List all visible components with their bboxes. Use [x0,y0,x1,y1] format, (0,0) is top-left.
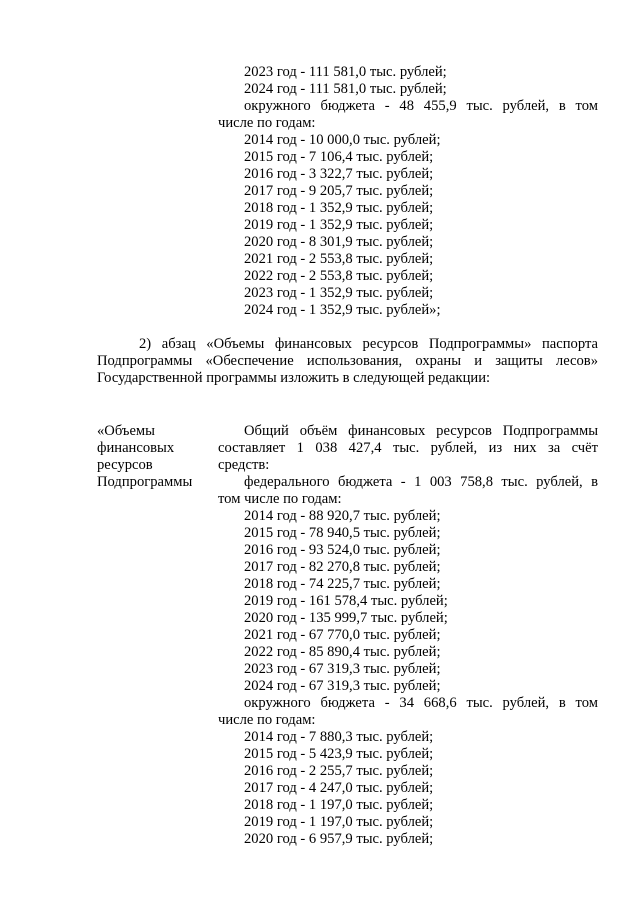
year-line: 2018 год - 74 225,7 тыс. рублей; [244,576,441,592]
year-line: 2023 год - 1 352,9 тыс. рублей; [244,285,434,301]
year-line: 2020 год - 135 999,7 тыс. рублей; [244,610,448,626]
year-line: 2021 год - 2 553,8 тыс. рублей; [244,251,434,267]
year-line: 2020 год - 6 957,9 тыс. рублей; [244,831,434,847]
year-line: 2015 год - 78 940,5 тыс. рублей; [244,525,441,541]
paragraph-line: Подпрограммы «Обеспечение использования, охраны и защиты лесов» [97,353,598,369]
year-line: 2019 год - 161 578,4 тыс. рублей; [244,593,448,609]
year-line: 2022 год - 85 890,4 тыс. рублей; [244,644,441,660]
paragraph-line: Государственной программы изложить в следующей редакции: [97,370,491,386]
total-line: Общий объём финансовых ресурсов Подпрограммы [244,423,598,439]
label-line: финансовых [97,440,175,456]
year-line: 2018 год - 1 197,0 тыс. рублей; [244,797,434,813]
year-line: 2022 год - 2 553,8 тыс. рублей; [244,268,434,284]
okrug-budget-line: окружного бюджета - 34 668,6 тыс. рублей, в том [244,695,598,711]
year-line: 2020 год - 8 301,9 тыс. рублей; [244,234,434,250]
year-line: 2018 год - 1 352,9 тыс. рублей; [244,200,434,216]
year-line: 2015 год - 7 106,4 тыс. рублей; [244,149,434,165]
year-line: 2024 год - 67 319,3 тыс. рублей; [244,678,441,694]
year-line: 2014 год - 88 920,7 тыс. рублей; [244,508,441,524]
federal-budget-line: федерального бюджета - 1 003 758,8 тыс. рублей, в [244,474,598,490]
year-line: 2017 год - 9 205,7 тыс. рублей; [244,183,434,199]
year-line: 2017 год - 4 247,0 тыс. рублей; [244,780,434,796]
okrug-budget-line-cont: числе по годам: [218,712,316,728]
label-line: «Объемы [97,423,155,439]
paragraph-line: 2) абзац «Объемы финансовых ресурсов Подпрограммы» паспорта [139,336,598,352]
year-line: 2024 год - 111 581,0 тыс. рублей; [244,81,447,97]
label-line: ресурсов [97,457,153,473]
year-line: 2014 год - 10 000,0 тыс. рублей; [244,132,441,148]
year-line: 2015 год - 5 423,9 тыс. рублей; [244,746,434,762]
year-line: 2023 год - 111 581,0 тыс. рублей; [244,64,447,80]
year-line: 2016 год - 3 322,7 тыс. рублей; [244,166,434,182]
table-left-label [97,423,217,491]
total-line: средств: [218,457,270,473]
year-line: 2016 год - 2 255,7 тыс. рублей; [244,763,434,779]
label-line: Подпрограммы [97,474,193,490]
federal-budget-line-cont: том числе по годам: [218,491,342,507]
year-line: 2016 год - 93 524,0 тыс. рублей; [244,542,441,558]
year-line: 2024 год - 1 352,9 тыс. рублей»; [244,302,441,318]
total-line: составляет 1 038 427,4 тыс. рублей, из них за счёт [218,440,598,456]
year-line: 2017 год - 82 270,8 тыс. рублей; [244,559,441,575]
okrug-budget-line-cont: числе по годам: [218,115,316,131]
year-line: 2023 год - 67 319,3 тыс. рублей; [244,661,441,677]
year-line: 2019 год - 1 352,9 тыс. рублей; [244,217,434,233]
okrug-budget-line: окружного бюджета - 48 455,9 тыс. рублей, в том [244,98,598,114]
year-line: 2021 год - 67 770,0 тыс. рублей; [244,627,441,643]
year-line: 2014 год - 7 880,3 тыс. рублей; [244,729,434,745]
year-line: 2019 год - 1 197,0 тыс. рублей; [244,814,434,830]
